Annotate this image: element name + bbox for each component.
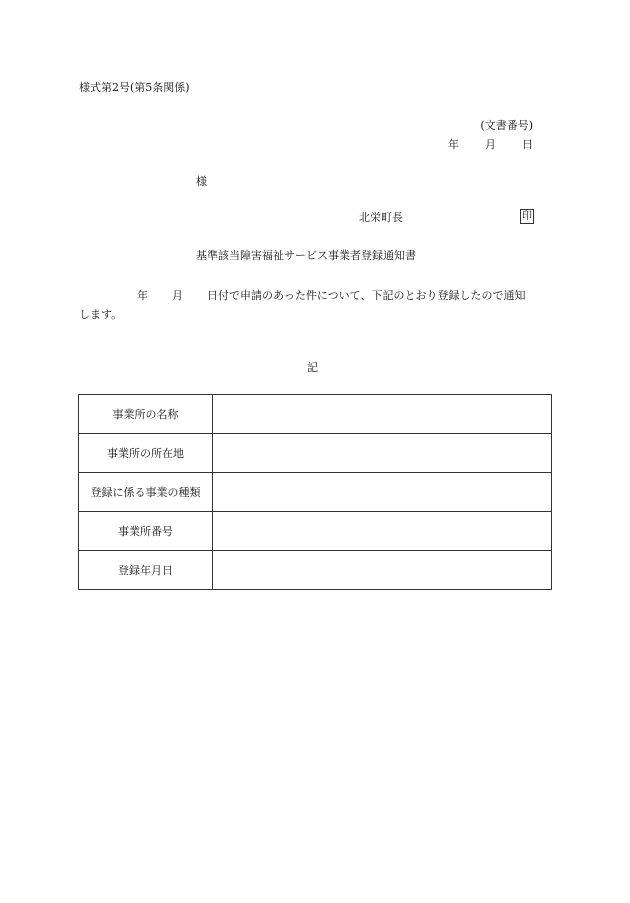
body-sentence: 日付で申請のあった件について、下記のとおり登録したので通知 <box>207 289 526 302</box>
date-month: 月 <box>485 138 496 151</box>
table-row <box>79 551 552 590</box>
row-value <box>213 551 552 590</box>
table-row <box>79 512 552 551</box>
row-label: 登録に係る事業の種類 <box>79 473 213 512</box>
body-month: 月 <box>172 289 183 302</box>
row-label: 登録年月日 <box>79 551 213 590</box>
issue-date <box>448 138 533 152</box>
row-value <box>213 512 552 551</box>
document-title: 基準該当障害福祉サービス事業者登録通知書 <box>196 249 416 262</box>
row-value <box>213 473 552 512</box>
row-label: 事業所の名称 <box>79 395 213 434</box>
body-paragraph <box>79 286 551 324</box>
record-mark: 記 <box>307 361 318 374</box>
registration-table <box>78 394 552 590</box>
issuer-name: 北栄町長 <box>359 211 403 224</box>
row-label: 事業所の所在地 <box>79 434 213 473</box>
date-year: 年 <box>448 138 459 151</box>
row-value <box>213 434 552 473</box>
table-row <box>79 395 552 434</box>
form-number: 様式第2号(第5条関係) <box>79 81 190 94</box>
row-label: 事業所番号 <box>79 512 213 551</box>
body-sentence-cont: します。 <box>79 308 123 321</box>
date-day: 日 <box>522 138 533 151</box>
table-row <box>79 434 552 473</box>
row-value <box>213 395 552 434</box>
table-row <box>79 473 552 512</box>
body-year: 年 <box>137 289 148 302</box>
document-number: (文書番号) <box>480 119 533 132</box>
seal-mark: 印 <box>522 211 532 222</box>
addressee-honorific: 様 <box>196 175 207 188</box>
